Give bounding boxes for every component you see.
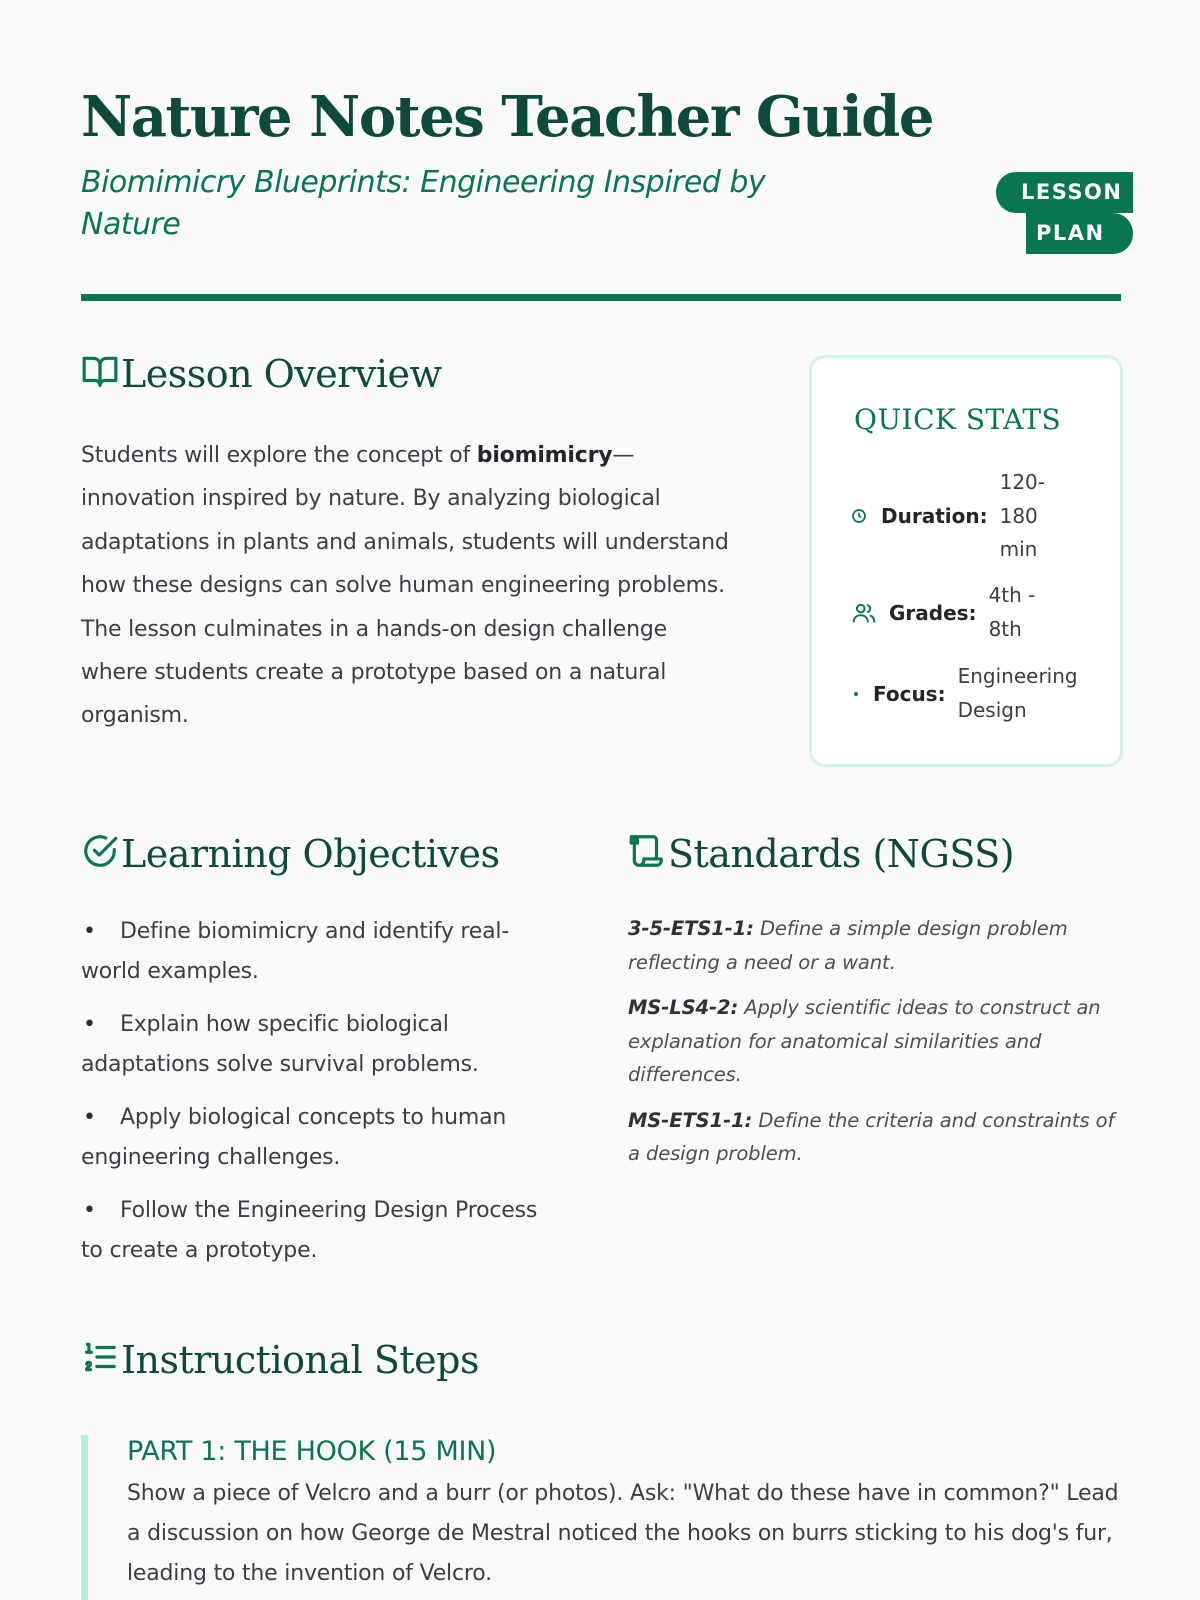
standard-code: 3-5-ETS1-1: bbox=[628, 917, 754, 940]
standard-code: MS-ETS1-1: bbox=[628, 1108, 753, 1132]
standards-list bbox=[628, 912, 1128, 1183]
duration-value: 120-180 min bbox=[999, 470, 1045, 561]
objectives-list bbox=[81, 912, 561, 1284]
focus-label: Focus: bbox=[873, 681, 946, 706]
lesson-guide-page bbox=[81, 0, 1121, 1600]
objective-item: • Apply biological concepts to human engineering challenges. bbox=[81, 1098, 561, 1178]
quick-stats-title: QUICK STATS bbox=[854, 403, 1062, 436]
duration-label: Duration: bbox=[881, 504, 988, 529]
focus-value: Engineering Design bbox=[957, 664, 1078, 722]
clock-icon bbox=[851, 508, 867, 524]
lesson-subtitle: Biomimicry Blueprints: Engineering Inspired by Nature bbox=[81, 165, 766, 242]
overview-text-bold: biomimicry bbox=[476, 443, 613, 468]
objectives-heading bbox=[81, 832, 499, 879]
scroll-icon bbox=[628, 832, 668, 879]
overview-heading bbox=[81, 352, 442, 399]
standard-item bbox=[628, 912, 1128, 979]
numbered-list-icon bbox=[81, 1338, 121, 1385]
overview-text-before: Students will explore the concept of bbox=[81, 443, 477, 468]
dot-icon bbox=[853, 691, 859, 697]
overview-text-after: —innovation inspired by nature. By analyzing biological adaptations in plants and animals, students will understand how these designs can solve human engineering problems. The lesson culminates in a hands-on design challenge where students create a prototype based on a natural organism. bbox=[81, 443, 729, 729]
step-part-1 bbox=[81, 1435, 1121, 1600]
badge-line-2: PLAN bbox=[1026, 213, 1133, 254]
stat-focus bbox=[853, 660, 1088, 727]
objectives-heading-text: Learning Objectives bbox=[121, 832, 500, 876]
lesson-plan-badge bbox=[996, 172, 1133, 254]
objective-item: • Explain how specific biological adaptations solve survival problems. bbox=[81, 1005, 561, 1085]
standard-text: Define a simple design problem reflecting a need or a want. bbox=[628, 917, 1068, 974]
badge-line-1: LESSON bbox=[996, 172, 1133, 213]
users-icon bbox=[851, 600, 877, 626]
standard-item bbox=[628, 991, 1128, 1092]
quick-stats-card bbox=[809, 355, 1123, 767]
standards-heading-text: Standards (NGSS) bbox=[668, 832, 1015, 876]
steps-heading bbox=[81, 1338, 479, 1385]
stat-duration bbox=[851, 466, 1058, 567]
grades-value: 4th - 8th bbox=[988, 583, 1036, 641]
step-title: PART 1: THE HOOK (15 MIN) bbox=[127, 1436, 497, 1467]
overview-heading-text: Lesson Overview bbox=[121, 352, 442, 396]
standard-text: Apply scientific ideas to construct an explanation for anatomical similarities and differences. bbox=[628, 996, 1101, 1086]
open-book-icon bbox=[81, 352, 121, 399]
standard-text: Define the criteria and constraints of a design problem. bbox=[628, 1108, 1115, 1165]
standard-code: MS-LS4-2: bbox=[628, 996, 739, 1019]
stat-grades bbox=[851, 579, 1049, 646]
page-title: Nature Notes Teacher Guide bbox=[81, 84, 933, 150]
check-circle-icon bbox=[81, 832, 121, 879]
steps-heading-text: Instructional Steps bbox=[121, 1338, 479, 1382]
objective-item: • Define biomimicry and identify real-world examples. bbox=[81, 912, 561, 992]
grades-label: Grades: bbox=[889, 600, 977, 625]
overview-paragraph bbox=[81, 434, 731, 738]
step-body: Show a piece of Velcro and a burr (or photos). Ask: "What do these have in common?" Lead a discussion on how George de Mestral noticed the hooks on burrs sticking to his dog's fur, leading to the invention of Velcro. bbox=[127, 1481, 1119, 1586]
standard-item bbox=[628, 1104, 1128, 1171]
header-divider bbox=[81, 294, 1121, 301]
standards-heading bbox=[628, 832, 1014, 879]
objective-item: • Follow the Engineering Design Process to create a prototype. bbox=[81, 1191, 561, 1271]
